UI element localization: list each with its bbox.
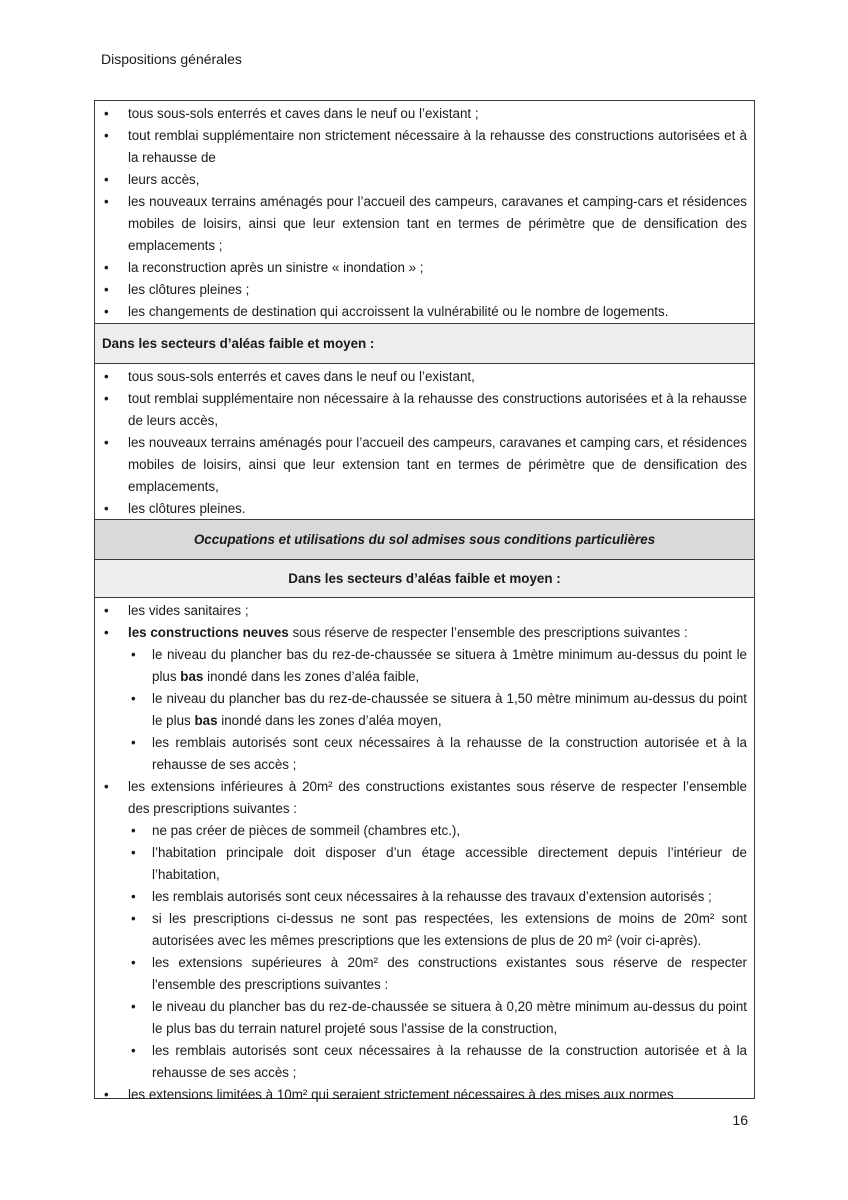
sub-list bbox=[128, 820, 747, 1084]
list-item: • les nouveaux terrains aménagés pour l’accueil des campeurs, caravanes et camping-cars et résidences mobiles de loisirs, ainsi que leur extension tant en termes de périmètre que de densification des emplacements ; bbox=[104, 191, 747, 257]
sub-list-item: • les remblais autorisés sont ceux nécessaires à la rehausse de la construction autorisée et à la rehausse de ses accès ; bbox=[128, 1040, 747, 1084]
list-item bbox=[104, 622, 747, 776]
list-item: • les clôtures pleines ; bbox=[104, 279, 747, 301]
sub-list-item: • les remblais autorisés sont ceux nécessaires à la rehausse de la construction autorisée et à la rehausse de ses accès ; bbox=[128, 732, 747, 776]
list-item-text: les extensions inférieures à 20m² des constructions existantes sous réserve de respecter l’ensemble des prescriptions suivantes : bbox=[128, 779, 747, 816]
running-header: Dispositions générales bbox=[101, 51, 242, 67]
list-item bbox=[104, 776, 747, 1084]
regulation-table bbox=[94, 100, 755, 1102]
list-item: • les changements de destination qui accroissent la vulnérabilité ou le nombre de logements. bbox=[104, 301, 747, 323]
sub-list-item: • le niveau du plancher bas du rez-de-chaussée se situera à 1,50 mètre minimum au-dessus du point le plus bas inondé dans les zones d’aléa moyen, bbox=[128, 688, 747, 732]
list-item: • tout remblai supplémentaire non strictement nécessaire à la rehausse des constructions autorisées et à la rehausse de bbox=[104, 125, 747, 169]
interdictions-aleas-cell bbox=[95, 363, 754, 519]
list-item: • tous sous-sols enterrés et caves dans le neuf ou l’existant ; bbox=[104, 103, 747, 125]
sub-list bbox=[128, 644, 747, 776]
sub-list-item: • l’habitation principale doit disposer d’un étage accessible directement depuis l’intérieur de l’habitation, bbox=[128, 842, 747, 886]
list-item: • la reconstruction après un sinistre « inondation » ; bbox=[104, 257, 747, 279]
interdictions-aleas-list bbox=[104, 366, 747, 520]
page-number: 16 bbox=[732, 1112, 748, 1128]
list-item: • tous sous-sols enterrés et caves dans le neuf ou l’existant, bbox=[104, 366, 747, 388]
sub-list-item: • les remblais autorisés sont ceux nécessaires à la rehausse des travaux d’extension autorisés ; bbox=[128, 886, 747, 908]
sub-list-item: • les extensions supérieures à 20m² des constructions existantes sous réserve de respecter l'ensemble des prescriptions suivantes : bbox=[128, 952, 747, 996]
list-item: • les clôtures pleines. bbox=[104, 498, 747, 520]
interdictions-list bbox=[104, 103, 747, 323]
list-item: • les vides sanitaires ; bbox=[104, 600, 747, 622]
section-heading-aleas-2: Dans les secteurs d’aléas faible et moyen : bbox=[95, 559, 754, 597]
list-item-text: sous réserve de respecter l’ensemble des prescriptions suivantes : bbox=[288, 625, 688, 640]
admises-list bbox=[104, 600, 747, 1106]
list-item: • les nouveaux terrains aménagés pour l’accueil des campeurs, caravanes et camping cars, et résidences mobiles de loisirs, ainsi que leur extension tant en termes de périmètre que de densification des emplacements, bbox=[104, 432, 747, 498]
section-heading-aleas: Dans les secteurs d’aléas faible et moyen : bbox=[95, 323, 754, 363]
sub-list-item: • si les prescriptions ci-dessus ne sont pas respectées, les extensions de moins de 20m² sont autorisées avec les mêmes prescriptions que les extensions de plus de 20 m² (voir ci-après). bbox=[128, 908, 747, 952]
sub-list-item: • le niveau du plancher bas du rez-de-chaussée se situera à 1mètre minimum au-dessus du point le plus bas inondé dans les zones d’aléa faible, bbox=[128, 644, 747, 688]
admises-cell bbox=[95, 597, 754, 1102]
list-item: • tout remblai supplémentaire non nécessaire à la rehausse des constructions autorisées et à la rehausse de leurs accès, bbox=[104, 388, 747, 432]
bold-text: les constructions neuves bbox=[128, 625, 289, 640]
list-item: • leurs accès, bbox=[104, 169, 747, 191]
sub-list-item: • le niveau du plancher bas du rez-de-chaussée se situera à 0,20 mètre minimum au-dessus du point le plus bas du terrain naturel projeté sous l'assise de la construction, bbox=[128, 996, 747, 1040]
interdictions-cell bbox=[95, 101, 754, 323]
list-item: • les extensions limitées à 10m² qui seraient strictement nécessaires à des mises aux normes bbox=[104, 1084, 747, 1106]
sub-list-item: • ne pas créer de pièces de sommeil (chambres etc.), bbox=[128, 820, 747, 842]
section-heading-occupations: Occupations et utilisations du sol admises sous conditions particulières bbox=[95, 519, 754, 559]
